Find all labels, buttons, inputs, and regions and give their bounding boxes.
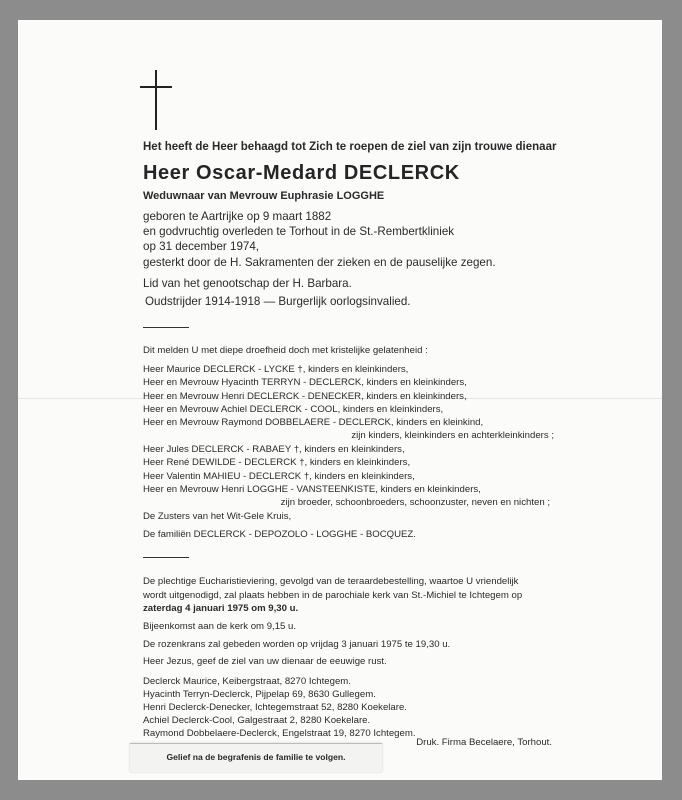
service-line: De plechtige Eucharistieviering, gevolgd van de teraardebestelling, waartoe U vriendelijk <box>143 576 519 587</box>
bio-line: op 31 december 1974, <box>143 240 260 253</box>
sibling-line: Heer en Mevrouw Henri LOGGHE - VANSTEENKISTE, kinders en kleinkinders, <box>143 484 481 495</box>
families-line: De familiën DECLERCK - DEPOZOLO - LOGGHE - BOCQUEZ. <box>143 529 416 540</box>
address-line: Declerck Maurice, Keibergstraat, 8270 Ichtegem. <box>143 676 351 687</box>
announcement: Dit melden U met diepe droefheid doch met kristelijke gelatenheid : <box>143 345 428 356</box>
child-line: Heer en Mevrouw Achiel DECLERCK - COOL, kinders en kleinkinders, <box>143 404 444 415</box>
child-line: Heer en Mevrouw Henri DECLERCK - DENECKER, kinders en kleinkinders, <box>143 391 467 402</box>
cross-horizontal <box>140 86 172 88</box>
address-line: Raymond Dobbelaere-Declerck, Engelstraat 19, 8270 Ichtegem. <box>143 728 416 739</box>
bio-line: Oudstrijder 1914-1918 — Burgerlijk oorlogsinvalied. <box>145 295 411 308</box>
cross-vertical <box>155 70 157 130</box>
address-line: Achiel Declerck-Cool, Galgestraat 2, 8280 Koekelare. <box>143 715 371 726</box>
sisters-line: De Zusters van het Wit-Gele Kruis, <box>143 511 292 522</box>
divider <box>143 327 189 328</box>
service-line: wordt uitgenodigd, zal plaats hebben in de parochiale kerk van St.-Michiel te Ichtegem op <box>143 590 523 601</box>
divider <box>143 557 189 558</box>
siblings-summary: zijn broeder, schoonbroeders, schoonzuster, neven en nichten ; <box>280 497 550 508</box>
child-line: Heer en Mevrouw Raymond DOBBELAERE - DECLERCK, kinders en kleinkind, <box>143 417 484 428</box>
bio-line: en godvruchtig overleden te Torhout in de St.-Rembertkliniek <box>143 225 455 238</box>
address-line: Henri Declerck-Denecker, Ichtegemstraat 52, 8280 Koekelare. <box>143 702 407 713</box>
sibling-line: Heer Jules DECLERCK - RABAEY †, kinders en kleinkinders, <box>143 444 405 455</box>
gathering-line: Bijeenkomst aan de kerk om 9,15 u. <box>143 621 297 632</box>
bio-line: gesterkt door de H. Sakramenten der zieken en de pauselijke zegen. <box>143 256 496 269</box>
child-line: Heer Maurice DECLERCK - LYCKE †, kinders en kleinkinders, <box>143 364 409 375</box>
prayer-line: Heer Jezus, geef de ziel van uw dienaar de eeuwige rust. <box>143 656 387 667</box>
attached-slip <box>130 743 382 772</box>
sibling-line: Heer René DEWILDE - DECLERCK †, kinders en kleinkinders, <box>143 457 411 468</box>
deceased-name: Heer Oscar-Medard DECLERCK <box>143 162 460 184</box>
bio-line: geboren te Aartrijke op 9 maart 1882 <box>143 210 332 223</box>
intro-line: Het heeft de Heer behaagd tot Zich te roepen de ziel van zijn trouwe dienaar <box>143 141 557 153</box>
address-line: Hyacinth Terryn-Declerck, Pijpelap 69, 8630 Gullegem. <box>143 689 376 700</box>
sibling-line: Heer Valentin MAHIEU - DECLERCK †, kinders en kleinkinders, <box>143 471 415 482</box>
child-line: Heer en Mevrouw Hyacinth TERRYN - DECLERCK, kinders en kleinkinders, <box>143 377 467 388</box>
printer-credit: Druk. Firma Becelaere, Torhout. <box>416 737 552 748</box>
children-summary: zijn kinders, kleinkinders en achterkleinkinders ; <box>351 430 554 441</box>
service-date: zaterdag 4 januari 1975 om 9,30 u. <box>143 603 299 614</box>
widower-line: Weduwnaar van Mevrouw Euphrasie LOGGHE <box>143 190 385 202</box>
rosary-line: De rozenkrans zal gebeden worden op vrijdag 3 januari 1975 te 19,30 u. <box>143 639 451 650</box>
bio-line: Lid van het genootschap der H. Barbara. <box>143 277 352 290</box>
slip-text: Gelief na de begrafenis de familie te volgen. <box>166 752 346 762</box>
